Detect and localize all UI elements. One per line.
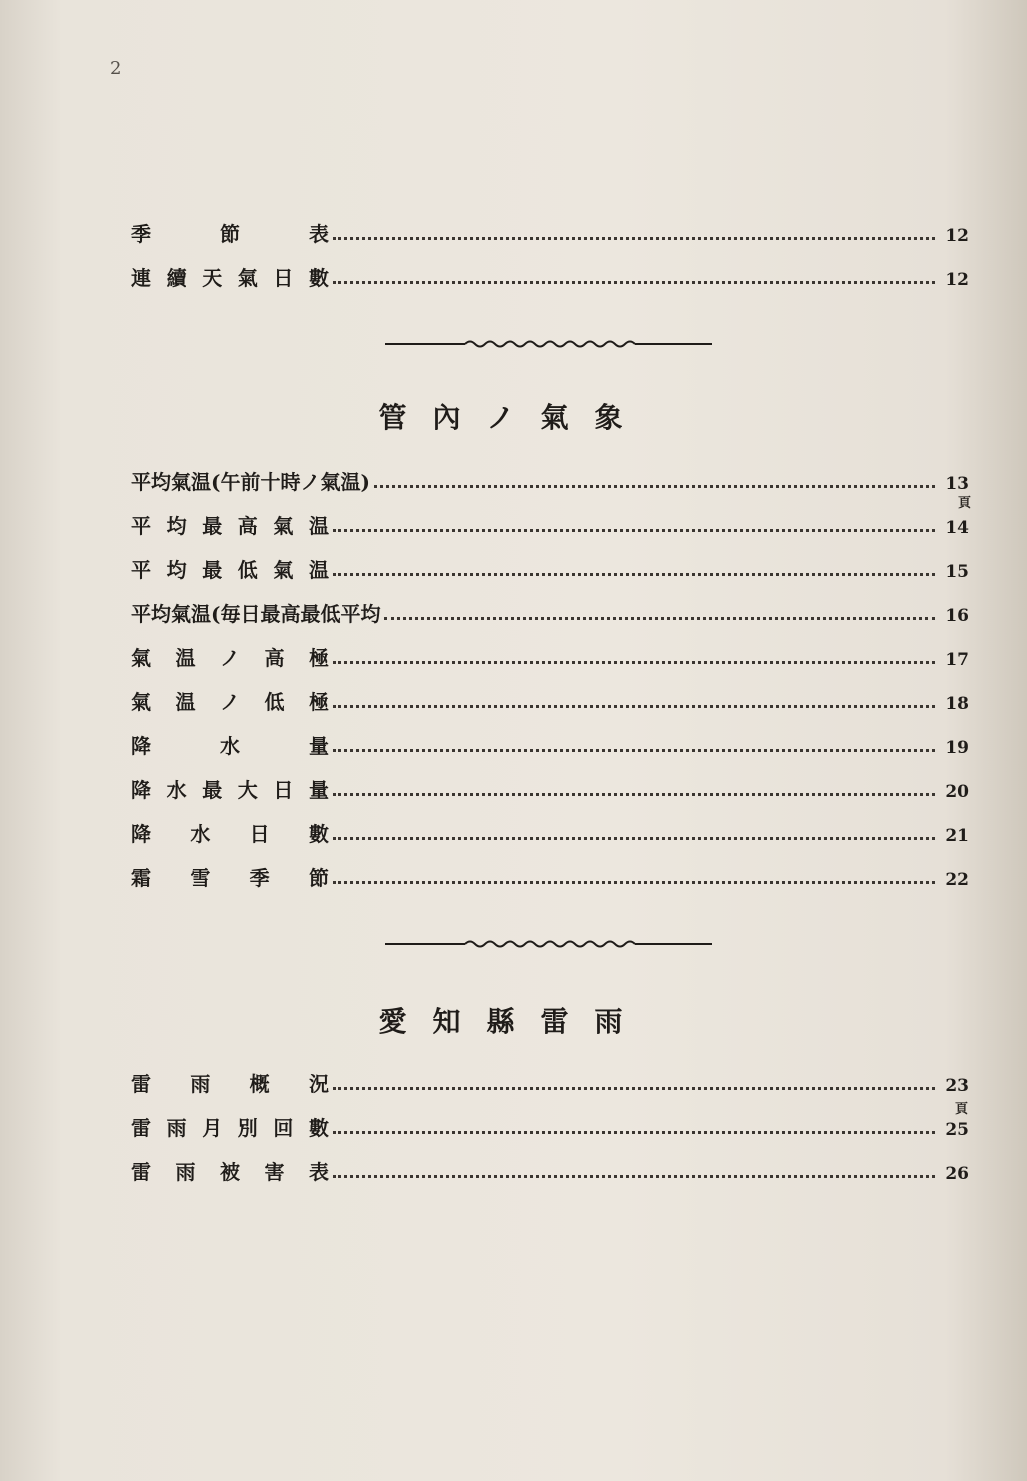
label-char: 氣 — [131, 646, 151, 670]
toc-entry-label — [131, 1156, 329, 1185]
toc-entry-label — [131, 642, 329, 671]
label-char: 温 — [175, 646, 196, 670]
label-char: 連 — [131, 266, 151, 290]
dot-leader — [333, 880, 935, 884]
toc-entry-page: 26 — [945, 1164, 969, 1184]
label-char: 降 — [131, 734, 151, 758]
label-char: 最 — [202, 558, 223, 582]
label-char: 雪 — [190, 866, 211, 890]
label-char: 表 — [309, 1160, 329, 1184]
label-char: 日 — [249, 822, 270, 846]
label-char: 日 — [273, 778, 294, 802]
toc-entry-label: 平均氣温(午前十時ノ氣温) — [131, 470, 370, 494]
section-heading: 愛知縣雷雨 — [378, 1005, 649, 1038]
label-char: 雨 — [175, 1160, 196, 1184]
label-char: 均 — [166, 514, 187, 538]
toc-entry-page: 16 — [945, 606, 969, 626]
dot-leader — [333, 528, 935, 532]
toc-entry-label — [131, 218, 329, 247]
toc-entry-label — [131, 554, 329, 583]
toc-entry-page: 21 — [945, 826, 969, 846]
label-char: 温 — [175, 690, 196, 714]
label-char: 氣 — [273, 514, 294, 538]
label-char: 降 — [131, 778, 151, 802]
toc-entry[interactable] — [131, 1156, 969, 1186]
dot-leader — [333, 836, 935, 840]
dot-leader — [374, 484, 935, 488]
toc-entry-label — [131, 730, 329, 759]
toc-entry[interactable] — [131, 686, 969, 716]
label-char: 氣 — [131, 690, 151, 714]
toc-entry-label — [131, 262, 329, 291]
toc-entry-page: 18 — [945, 694, 969, 714]
label-char: 雨 — [166, 1116, 187, 1140]
toc-entry-page: 19 — [945, 738, 969, 758]
label-char: 天 — [202, 266, 223, 290]
label-char: 平 — [131, 514, 151, 538]
label-char: 節 — [220, 222, 240, 246]
label-char: 霜 — [131, 866, 151, 890]
label-char: 季 — [249, 866, 270, 890]
label-char: 況 — [308, 1072, 329, 1096]
dot-leader — [333, 748, 935, 752]
toc-entry-page: 17 — [945, 650, 969, 670]
toc-entry-label — [131, 862, 329, 891]
label-char: 極 — [309, 690, 329, 714]
label-char: 水 — [220, 734, 240, 758]
label-char: 極 — [309, 646, 329, 670]
label-char: 續 — [166, 266, 187, 290]
label-char: 別 — [237, 1116, 258, 1140]
toc-entry[interactable] — [131, 818, 969, 848]
toc-entry[interactable] — [131, 598, 969, 628]
toc-entry-page: 13 — [945, 474, 969, 494]
dot-leader — [333, 704, 935, 708]
dot-leader — [333, 1086, 935, 1090]
toc-entry[interactable] — [131, 262, 969, 292]
toc-entry-label — [131, 1112, 329, 1141]
toc-entry-label — [131, 1068, 329, 1097]
page-column-mark: 頁 — [955, 1102, 969, 1117]
toc-entry[interactable] — [131, 642, 969, 672]
label-char: 量 — [309, 734, 329, 758]
page-number: 2 — [110, 58, 122, 79]
dot-leader — [333, 280, 935, 284]
toc-entry-page: 25 — [945, 1120, 969, 1140]
toc-entry[interactable] — [131, 554, 969, 584]
label-char: 表 — [309, 222, 329, 246]
label-char: ノ — [220, 690, 240, 714]
wavy-divider — [385, 338, 712, 350]
toc-entry-page: 23 — [945, 1076, 969, 1096]
label-char: 温 — [308, 514, 329, 538]
toc-entry[interactable] — [131, 774, 969, 804]
dot-leader — [384, 616, 935, 620]
label-char: 回 — [273, 1116, 294, 1140]
dot-leader — [333, 572, 935, 576]
toc-entry[interactable] — [131, 730, 969, 760]
section-heading: 管內ノ氣象 — [378, 401, 649, 434]
label-char: 水 — [166, 778, 187, 802]
toc-entry[interactable] — [131, 1068, 969, 1098]
toc-entry[interactable] — [131, 466, 969, 496]
toc-entry[interactable] — [131, 1112, 969, 1142]
dot-leader — [333, 1130, 935, 1134]
label-char: 害 — [264, 1160, 285, 1184]
label-char: 均 — [166, 558, 187, 582]
label-char: 大 — [237, 778, 258, 802]
wavy-divider — [385, 938, 712, 950]
label-char: 低 — [264, 690, 285, 714]
label-char: 高 — [264, 646, 285, 670]
label-char: 數 — [308, 822, 329, 846]
label-char: 月 — [202, 1116, 223, 1140]
label-char: 雷 — [131, 1072, 151, 1096]
label-char: 概 — [249, 1072, 270, 1096]
toc-entry-page: 12 — [945, 226, 969, 246]
label-char: 最 — [202, 778, 223, 802]
toc-entry[interactable] — [131, 510, 969, 540]
label-char: 日 — [273, 266, 294, 290]
toc-entry[interactable] — [131, 862, 969, 892]
toc-entry-label: 平均氣温(毎日最高最低平均 — [131, 602, 381, 626]
label-char: 温 — [308, 558, 329, 582]
label-char: 數 — [308, 266, 329, 290]
dot-leader — [333, 660, 935, 664]
label-char: 高 — [237, 514, 258, 538]
label-char: 節 — [308, 866, 329, 890]
label-char: 氣 — [237, 266, 258, 290]
toc-entry-page: 14 — [945, 518, 969, 538]
dot-leader — [333, 236, 935, 240]
label-char: 雨 — [190, 1072, 211, 1096]
dot-leader — [333, 1174, 935, 1178]
label-char: 季 — [131, 222, 151, 246]
toc-entry-label — [131, 686, 329, 715]
toc-entry[interactable] — [131, 218, 969, 248]
label-char: 平 — [131, 558, 151, 582]
label-char: 被 — [220, 1160, 240, 1184]
page-column-mark: 頁 — [958, 496, 972, 511]
toc-entry-label — [131, 818, 329, 847]
toc-entry-page: 15 — [945, 562, 969, 582]
label-char: 最 — [202, 514, 223, 538]
label-char: 降 — [131, 822, 151, 846]
toc-entry-label — [131, 774, 329, 803]
label-char: 雷 — [131, 1116, 151, 1140]
label-char: 水 — [190, 822, 211, 846]
toc-entry-page: 12 — [945, 270, 969, 290]
label-char: 低 — [237, 558, 258, 582]
toc-entry-page: 22 — [945, 870, 969, 890]
label-char: 量 — [308, 778, 329, 802]
toc-entry-page: 20 — [945, 782, 969, 802]
dot-leader — [333, 792, 935, 796]
toc-entry-label — [131, 510, 329, 539]
label-char: ノ — [220, 646, 240, 670]
label-char: 數 — [308, 1116, 329, 1140]
label-char: 雷 — [131, 1160, 151, 1184]
label-char: 氣 — [273, 558, 294, 582]
